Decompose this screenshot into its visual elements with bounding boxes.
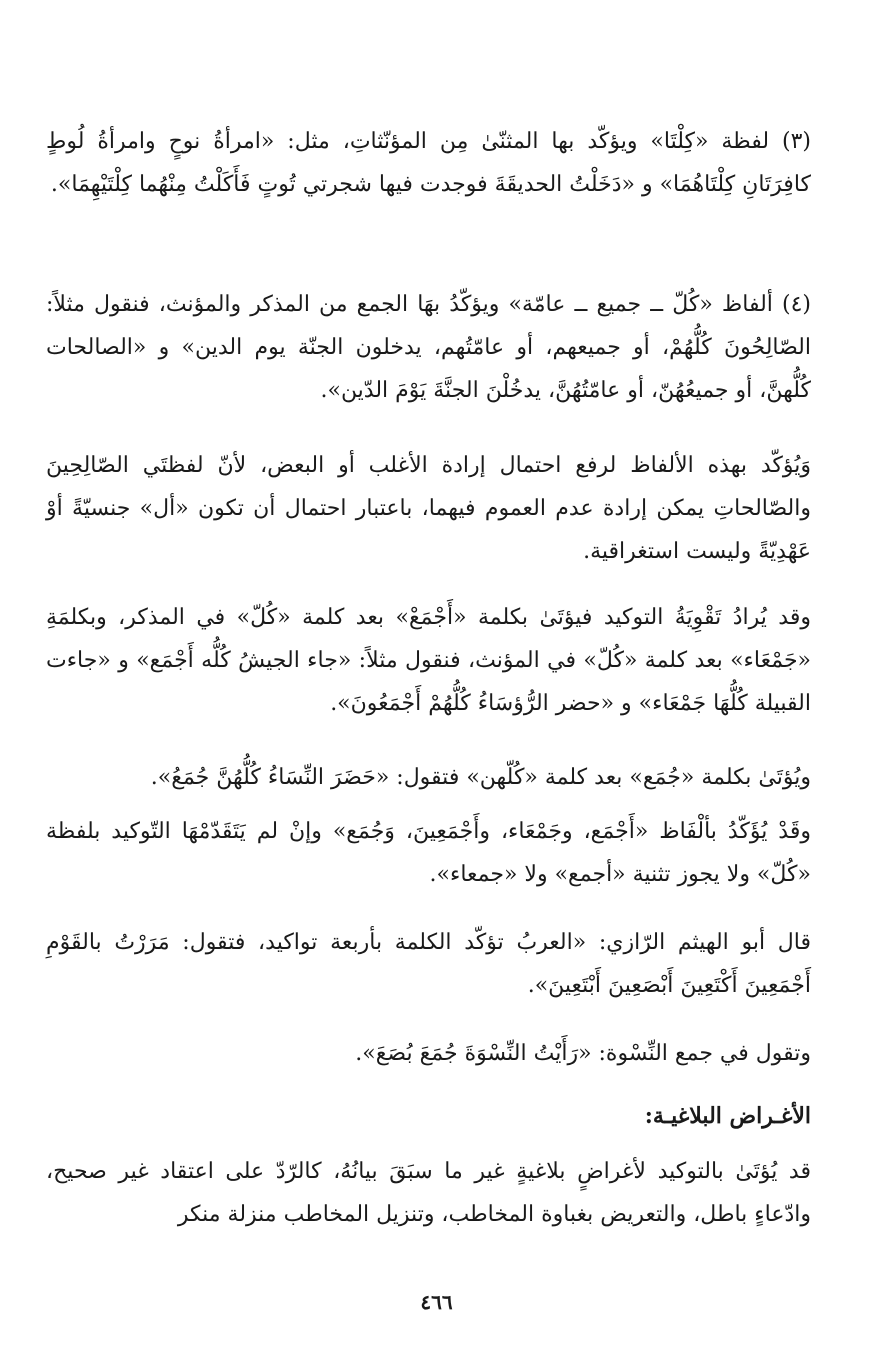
paragraph-kull-jami-amma [46,283,811,412]
paragraph-razi-quote [46,921,811,1007]
paragraph-niswa [46,1032,811,1075]
paragraph-strengthening [46,596,811,725]
paragraph-text: وتقول في جمع النِّسْوة: «رَأَيْتُ النِّسْوَةَ جُمَعَ بُصَعَ». [355,1041,811,1066]
paragraph-text: (٣) لفظة «كِلْتَا» ويؤكّد بها المثنّىٰ مِن المؤنّثاتِ، مثل: «امرأةُ نوحٍ وامرأةُ لُوطٍ كافِرَتَانِ كِلْتَاهُمَا» و «دَخَلْتُ الحديقَةَ فوجدت فيها شجرتي تُوتٍ فَأَكَلْتُ مِنْهُما كِلْتَيْهِمَا». [46,129,811,197]
paragraph-text: وقَدْ يُؤَكّدُ بألْفَاظ «أَجْمَع، وجَمْعَاء، وأَجْمَعِينَ، وَجُمَع» وإنْ لم يَتَقَدّمْهَا التّوكيد بلفظة «كُلّ» ولا يجوز تثنية «أجمع» ولا «جمعاء». [46,819,811,887]
paragraph-text: (٤) ألفاظ «كُلّ ــ جميع ــ عامّة» ويؤكّدُ بهَا الجمع من المذكر والمؤنث، فنقول مثلاً: الصّالِحُونَ كُلُّهُمْ، أو جميعهم، أو عامّتُهم، يدخلون الجنّة يوم الدين» و «الصالحات كُلُّهنَّ، أو جميعُهُنّ، أو عامّتُهُنَّ، يدخُلْنَ الجنَّةَ يَوْمَ الدّين». [46,292,811,403]
page-number: ٤٦٦ [420,1290,453,1314]
paragraph-purpose [46,444,811,573]
paragraph-text: وَيُؤكّد بهذه الألفاظ لرفع احتمال إرادة الأغلب أو البعض، لأنّ لفظتَي الصّالِحِينَ والصّالحاتِ يمكن إرادة عدم العموم فيهما، باعتبار احتمال أن تكون «أل» جنسيّةً أوْ عَهْدِيّةً وليست استغراقية. [46,453,811,564]
paragraph-text: ويُؤتَىٰ بكلمة «جُمَع» بعد كلمة «كُلّهن» فتقول: «حَضَرَ النِّسَاءُ كُلُّهُنَّ جُمَعُ». [150,765,811,790]
paragraph-text: قد يُؤتَىٰ بالتوكيد لأغراضٍ بلاغيةٍ غير ما سبَقَ بيانُهُ، كالرّدّ على اعتقاد غير صحيح، وادّعاءٍ باطل، والتعريض بغباوة المخاطب، وتنزيل المخاطب منزلة منكر [46,1159,811,1227]
paragraph-text: وقد يُرادُ تَقْوِيَةُ التوكيد فيؤتَىٰ بكلمة «أَجْمَعْ» بعد كلمة «كُلّ» في المذكر، وبكلمَةِ «جَمْعَاء» بعد كلمة «كُلّ» في المؤنث، فنقول مثلاً: «جاء الجيشُ كُلُّه أَجْمَع» و «جاءت القبيلة كُلُّهَا جَمْعَاء» و «حضر الرُّؤسَاءُ كُلُّهُمْ أَجْمَعُونَ». [46,605,811,716]
paragraph-ajmaa-without-kull [46,810,811,896]
section-heading: الأغـراض البلاغيـة: [644,1103,811,1129]
paragraph-rhetorical-purposes [46,1150,811,1236]
paragraph-jumaa [46,756,811,799]
paragraph-kilta [46,120,811,206]
paragraph-text: قال أبو الهيثم الرّازي: «العربُ تؤكّد الكلمة بأربعة تواكيد، فتقول: مَرَرْتُ بالقَوْمِ أَجْمَعِينَ أَكْتَعِينَ أَبْصَعِينَ أَبْتَعِينَ». [46,930,811,998]
